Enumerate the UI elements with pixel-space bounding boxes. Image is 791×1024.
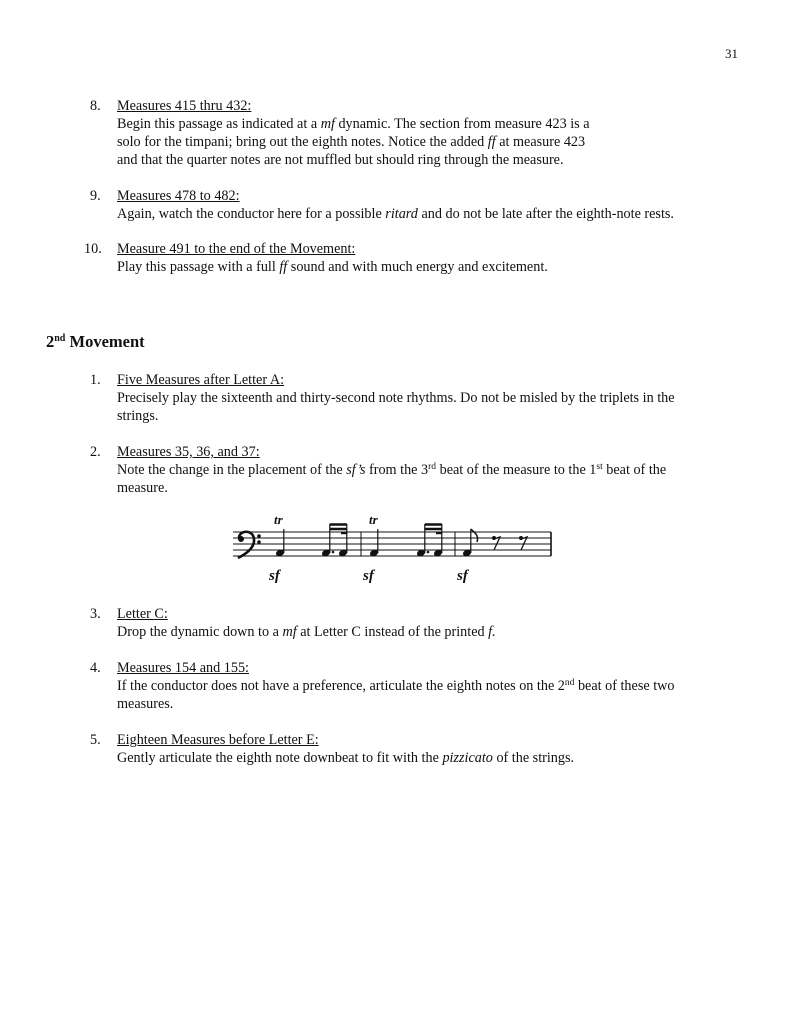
music-example — [233, 505, 558, 590]
section-heading: 2nd Movement — [46, 332, 145, 351]
item-heading: Measures 154 and 155: — [117, 660, 249, 676]
svg-text:tr: tr — [369, 512, 378, 527]
svg-text:tr: tr — [274, 512, 283, 527]
item-heading: Letter C: — [117, 606, 168, 622]
item-number: 3. — [90, 606, 101, 622]
item-body: Drop the dynamic down to a mf at Letter C instead of the printed f. — [117, 624, 496, 640]
item-heading: Measures 415 thru 432: — [117, 98, 252, 114]
item-number: 10. — [84, 241, 102, 257]
item-number: 4. — [90, 660, 101, 676]
bass-clef-icon — [238, 532, 261, 558]
item-heading: Measures 478 to 482: — [117, 188, 240, 204]
svg-text:sf: sf — [457, 568, 468, 584]
svg-text:sf: sf — [269, 568, 280, 584]
item-body: Precisely play the sixteenth and thirty-second note rhythms. Do not be misled by the triplets in the strings. — [117, 390, 675, 424]
eighth-rest-icon — [492, 536, 500, 550]
item-heading: Measure 491 to the end of the Movement: — [117, 241, 356, 257]
item-body: If the conductor does not have a preference, articulate the eighth notes on the 2nd beat of these two measures. — [117, 678, 675, 712]
item-number: 1. — [90, 372, 101, 388]
item-heading: Measures 35, 36, and 37: — [117, 444, 260, 460]
item-number: 8. — [90, 98, 101, 114]
bass-clef-staff-icon — [233, 505, 558, 585]
item-heading: Eighteen Measures before Letter E: — [117, 732, 319, 748]
eighth-rest-icon — [519, 536, 527, 550]
item-heading: Five Measures after Letter A: — [117, 372, 285, 388]
item-number: 2. — [90, 444, 101, 460]
item-number: 5. — [90, 732, 101, 748]
page-number: 31 — [725, 46, 738, 61]
svg-text:sf: sf — [363, 568, 374, 584]
item-body: Begin this passage as indicated at a mf dynamic. The section from measure 423 is a solo for the timpani; bring out the eighth notes. Notice the added ff at measure 423 and that the quarter notes are not muffled but should ring through the measure. — [117, 116, 590, 168]
item-body: Note the change in the placement of the sf’s from the 3rd beat of the measure to the 1st beat of the measure. — [117, 462, 667, 496]
item-body: Again, watch the conductor here for a possible ritard and do not be late after the eighth-note rests. — [117, 206, 674, 222]
item-body: Play this passage with a full ff sound and with much energy and excitement. — [117, 259, 548, 275]
item-body: Gently articulate the eighth note downbeat to fit with the pizzicato of the strings. — [117, 750, 575, 766]
item-number: 9. — [90, 188, 101, 204]
